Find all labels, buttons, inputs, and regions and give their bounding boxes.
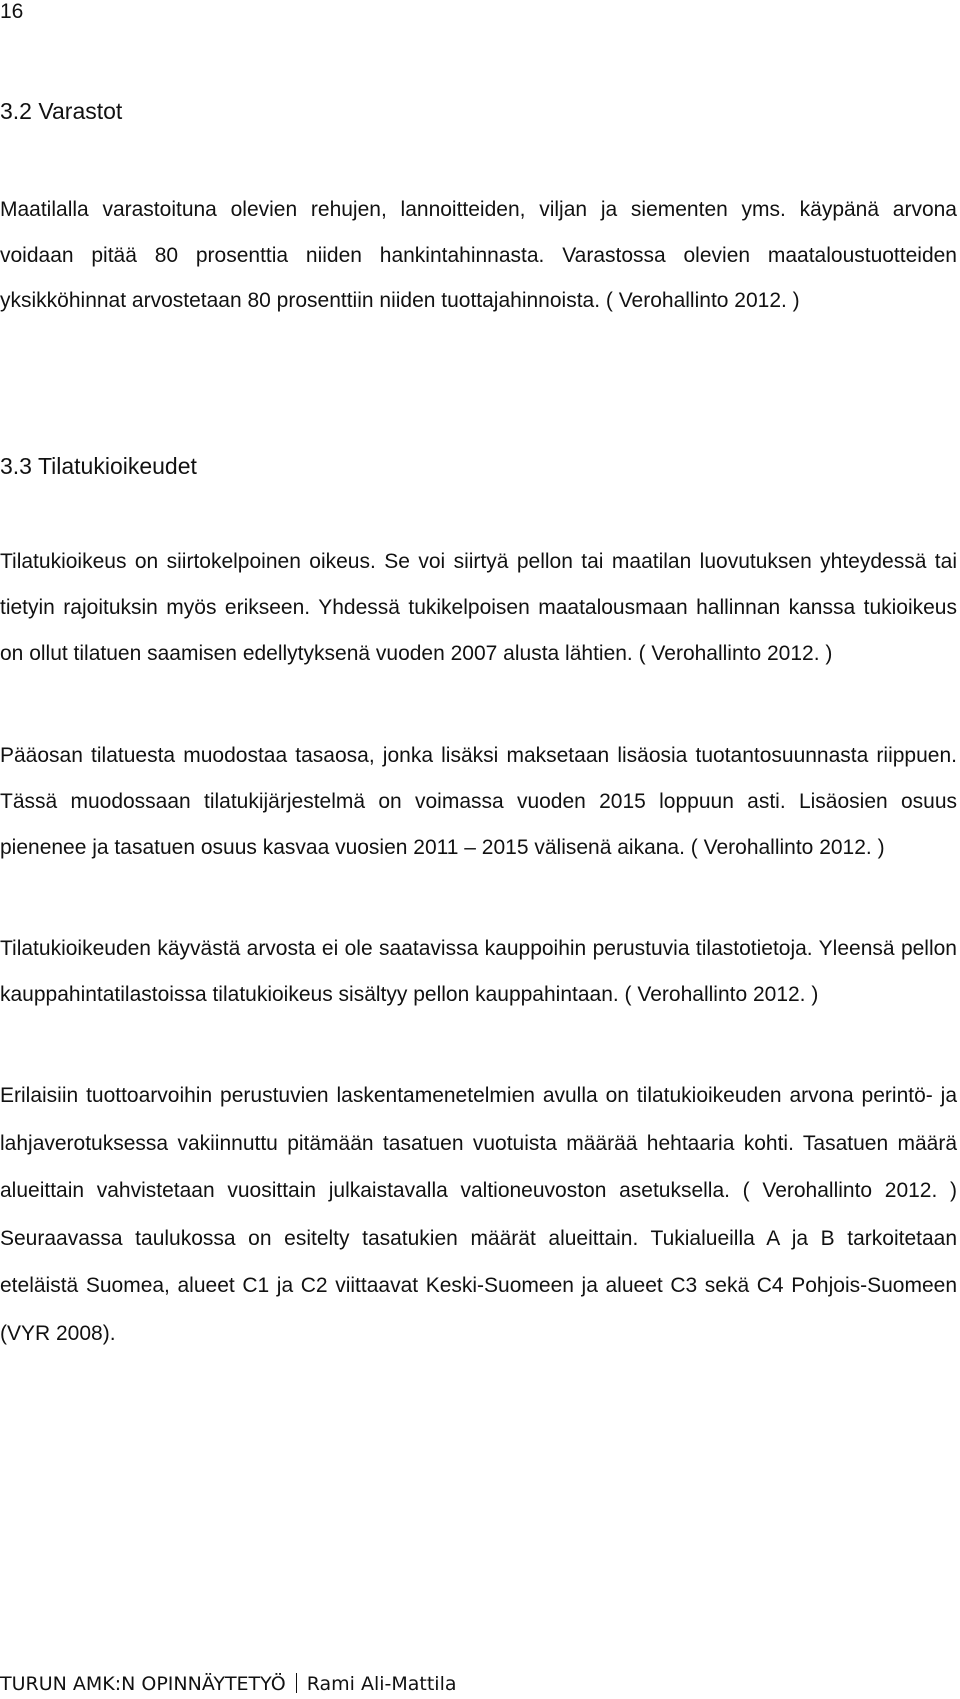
paragraph-laskentamenetelmat: Erilaisiin tuottoarvoihin perustuvien laskentamenetelmien avulla on tilatukioikeuden arvona perintö- ja lahjaverotuksessa vakiinnuttu pitämään tasatuen vuotuista määrää hehtaaria kohti. Tasatuen määrä alueittain vahvistetaan vuosittain julkaistavalla valtioneuvoston asetuksella. ( Verohallinto 2012. ) Seuraavassa taulukossa on esitelty tasatukien määrät alueittain. Tukialueilla A ja B tarkoitetaan eteläistä Suomea, alueet C1 ja C2 viittaavat Keski-Suomeen ja alueet C3 sekä C4 Pohjois-Suomeen (VYR 2008). bbox=[0, 1084, 957, 1345]
paragraph-kayva-arvo: Tilatukioikeuden käyvästä arvosta ei ole saatavissa kauppoihin perustuvia tilastotietoja. Yleensä pellon kauppahintatilastoissa tilatukioikeus sisältyy pellon kauppahintaan. ( Verohallinto 2012. ) bbox=[0, 937, 957, 1006]
paragraph-tilatuki-tasaosa: Pääosan tilatuesta muodostaa tasaosa, jonka lisäksi maksetaan lisäosia tuotantosuunnasta riippuen. Tässä muodossaan tilatukijärjestelmä on voimassa vuoden 2015 loppuun asti. Lisäosien osuus pienenee ja tasatuen osuus kasvaa vuosien 2011 – 2015 välisenä aikana. ( Verohallinto 2012. ) bbox=[0, 744, 957, 859]
section-heading-tilatukioikeudet: 3.3 Tilatukioikeudet bbox=[0, 453, 197, 479]
paragraph-tilatukioikeus-siirto: Tilatukioikeus on siirtokelpoinen oikeus. Se voi siirtyä pellon tai maatilan luovutuksen yhteydessä tai tietyin rajoituksin myös erikseen. Yhdessä tukikelpoisen maatalousmaan hallinnan kanssa tukioikeus on ollut tilatuen saamisen edellytyksenä vuoden 2007 alusta lähtien. ( Verohallinto 2012. ) bbox=[0, 550, 957, 665]
footer-separator bbox=[296, 1673, 297, 1693]
footer-author: Rami Ali-Mattila bbox=[306, 1673, 457, 1695]
section-heading-varastot: 3.2 Varastot bbox=[0, 98, 123, 124]
page-footer bbox=[0, 1669, 457, 1699]
paragraph-varastot: Maatilalla varastoituna olevien rehujen, lannoitteiden, viljan ja siementen yms. käypänä arvona voidaan pitää 80 prosenttia niiden hankintahinnasta. Varastossa olevien maataloustuotteiden yksikköhinnat arvostetaan 80 prosenttiin niiden tuottajahinnoista. ( Verohallinto 2012. ) bbox=[0, 198, 957, 313]
footer-institution: TURUN AMK:N OPINNÄYTETYÖ bbox=[0, 1673, 286, 1695]
page-number: 16 bbox=[0, 0, 24, 23]
